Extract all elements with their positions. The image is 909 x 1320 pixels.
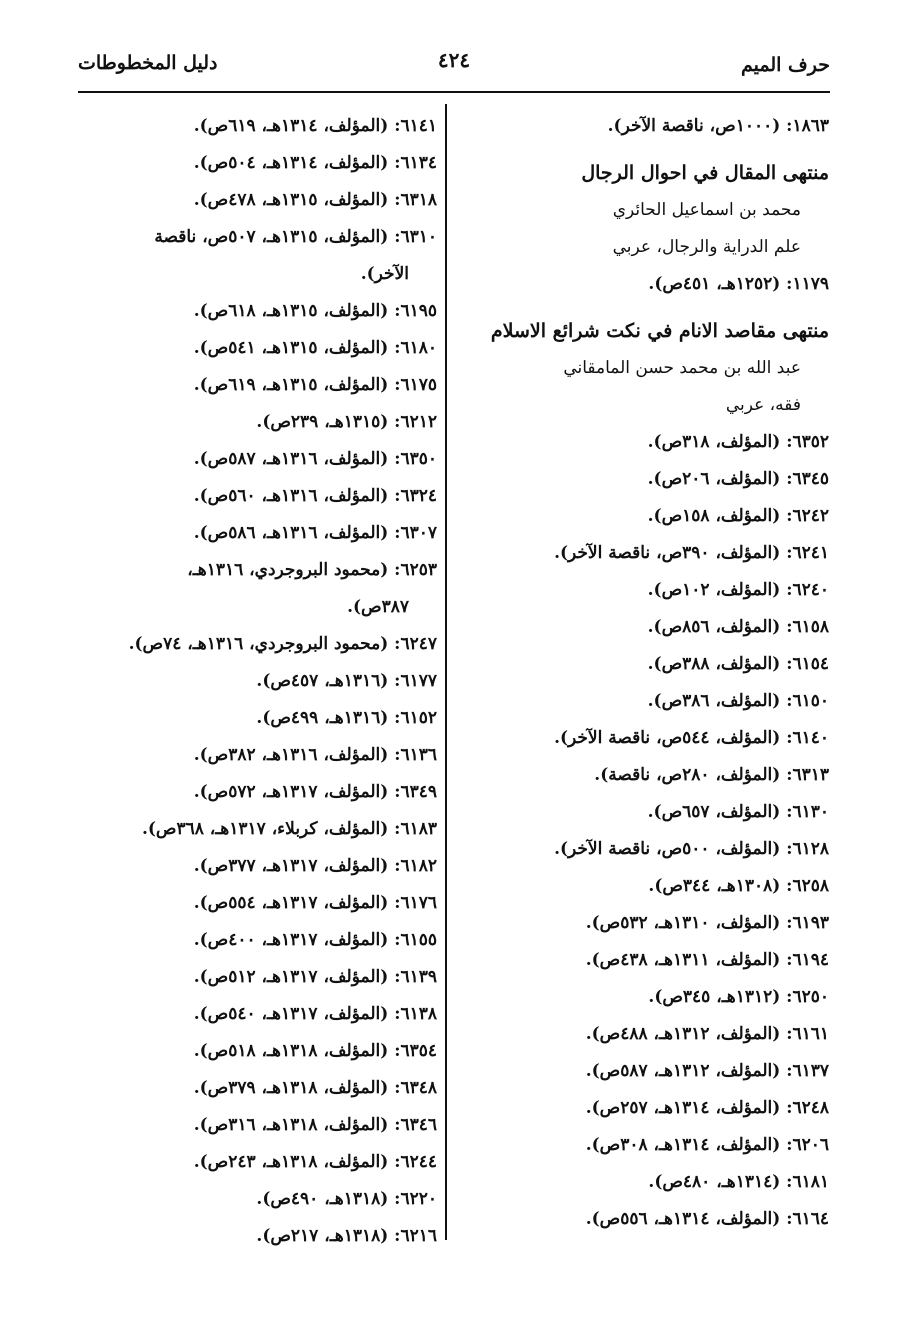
list-item: ٦٢٤٤: (المؤلف، ١٣١٨هـ، ٢٤٣ص). — [193, 1152, 437, 1172]
list-item: ٦٢٤١: (المؤلف، ٣٩٠ص، ناقصة الآخر). — [554, 543, 829, 563]
list-item: ٦١٤٠: (المؤلف، ٥٤٤ص، ناقصة الآخر). — [554, 728, 829, 748]
list-item: ٦٢١٢: (١٣١٥هـ، ٢٣٩ص). — [256, 412, 437, 432]
header-rule — [78, 91, 830, 93]
list-item: ٦١٨٢: (المؤلف، ١٣١٧هـ، ٣٧٧ص). — [193, 856, 437, 876]
list-item: ٦١٣٩: (المؤلف، ١٣١٧هـ، ٥١٢ص). — [193, 967, 437, 987]
list-item: ٦١٩٤: (المؤلف، ١٣١١هـ، ٤٣٨ص). — [585, 950, 829, 970]
list-item: ٦١٣٤: (المؤلف، ١٣١٤هـ، ٥٠٤ص). — [193, 153, 437, 173]
list-item: ٦١٥٥: (المؤلف، ١٣١٧هـ، ٤٠٠ص). — [193, 930, 437, 950]
list-item: ٦٣٥٠: (المؤلف، ١٣١٦هـ، ٥٨٧ص). — [193, 449, 437, 469]
list-item: ٦١٣٦: (المؤلف، ١٣١٦هـ، ٣٨٢ص). — [193, 745, 437, 765]
list-item: ٦٢٤٧: (محمود البروجردي، ١٣١٦هـ، ٧٤ص). — [128, 634, 437, 654]
list-item: ٦١٥٤: (المؤلف، ٣٨٨ص). — [647, 654, 829, 674]
list-item: ٦١٤١: (المؤلف، ١٣١٤هـ، ٦١٩ص). — [193, 116, 437, 136]
entry-title: منتهى المقال في احوال الرجال — [581, 162, 829, 184]
list-item: ٦١٨٠: (المؤلف، ١٣١٥هـ، ٥٤١ص). — [193, 338, 437, 358]
entry-subject: علم الدراية والرجال، عربي — [612, 237, 801, 257]
list-item: ٦٢٠٦: (المؤلف، ١٣١٤هـ، ٣٠٨ص). — [585, 1135, 829, 1155]
list-item: ٦١٧٦: (المؤلف، ١٣١٧هـ، ٥٥٤ص). — [193, 893, 437, 913]
list-item: ٦١٢٨: (المؤلف، ٥٠٠ص، ناقصة الآخر). — [554, 839, 829, 859]
list-item: ٦٣٥٤: (المؤلف، ١٣١٨هـ، ٥١٨ص). — [193, 1041, 437, 1061]
list-item: ١١٧٩: (١٢٥٢هـ، ٤٥١ص). — [648, 274, 829, 294]
entry-gap — [469, 303, 829, 313]
book-title: دليل المخطوطات — [78, 52, 218, 74]
list-item: ٦١٩٣: (المؤلف، ١٣١٠هـ، ٥٣٢ص). — [585, 913, 829, 933]
list-item: ٦٣١٨: (المؤلف، ١٣١٥هـ، ٤٧٨ص). — [193, 190, 437, 210]
entry-author: عبد الله بن محمد حسن المامقاني — [563, 358, 801, 378]
list-item: ٦١٦١: (المؤلف، ١٣١٢هـ، ٤٨٨ص). — [585, 1024, 829, 1044]
list-item: ٦١٦٤: (المؤلف، ١٣١٤هـ، ٥٥٦ص). — [585, 1209, 829, 1229]
list-item: ٦٣٤٨: (المؤلف، ١٣١٨هـ، ٣٧٩ص). — [193, 1078, 437, 1098]
section-title: حرف الميم — [741, 54, 830, 76]
list-item: ١٨٦٣: (١٠٠٠ص، ناقصة الآخر). — [607, 116, 829, 136]
list-item: ٦٢١٦: (١٣١٨هـ، ٢١٧ص). — [256, 1226, 437, 1246]
page-header — [78, 44, 830, 88]
list-item: ٦١٧٥: (المؤلف، ١٣١٥هـ، ٦١٩ص). — [193, 375, 437, 395]
list-item: ٦٢٥٣: (محمود البروجردي، ١٣١٦هـ، — [187, 560, 437, 580]
list-item: ٦١٣٨: (المؤلف، ١٣١٧هـ، ٥٤٠ص). — [193, 1004, 437, 1024]
entry-subject: فقه، عربي — [725, 395, 801, 415]
list-item: ٦١٥٨: (المؤلف، ٨٥٦ص). — [647, 617, 829, 637]
list-item: ٦١٩٥: (المؤلف، ١٣١٥هـ، ٦١٨ص). — [193, 301, 437, 321]
list-item-continuation: ٣٨٧ص). — [347, 597, 409, 617]
list-item: ٦١٨٣: (المؤلف، كربلاء، ١٣١٧هـ، ٣٦٨ص). — [141, 819, 437, 839]
list-item: ٦٣٤٦: (المؤلف، ١٣١٨هـ، ٣١٦ص). — [193, 1115, 437, 1135]
list-item: ٦١٣٠: (المؤلف، ٦٥٧ص). — [647, 802, 829, 822]
column-divider — [445, 104, 447, 1240]
list-item: ٦٢٥٨: (١٣٠٨هـ، ٣٤٤ص). — [648, 876, 829, 896]
list-item: ٦٣٠٧: (المؤلف، ١٣١٦هـ، ٥٨٦ص). — [193, 523, 437, 543]
list-item: ٦٣١٠: (المؤلف، ١٣١٥هـ، ٥٠٧ص، ناقصة — [154, 227, 437, 247]
list-item: ٦٣٤٩: (المؤلف، ١٣١٧هـ، ٥٧٢ص). — [193, 782, 437, 802]
list-item: ٦٣١٣: (المؤلف، ٢٨٠ص، ناقصة). — [594, 765, 829, 785]
entry-title: منتهى مقاصد الانام في نكت شرائع الاسلام — [490, 320, 829, 342]
list-item: ٦١٣٧: (المؤلف، ١٣١٢هـ، ٥٨٧ص). — [585, 1061, 829, 1081]
list-item: ٦٣٤٥: (المؤلف، ٢٠٦ص). — [647, 469, 829, 489]
list-item-continuation: الآخر). — [360, 264, 409, 284]
entry-gap — [469, 145, 829, 155]
list-item: ٦٢٤٠: (المؤلف، ١٠٢ص). — [647, 580, 829, 600]
left-column — [79, 108, 437, 1255]
list-item: ٦٢٢٠: (١٣١٨هـ، ٤٩٠ص). — [256, 1189, 437, 1209]
list-item: ٦٢٤٨: (المؤلف، ١٣١٤هـ، ٢٥٧ص). — [585, 1098, 829, 1118]
list-item: ٦٣٢٤: (المؤلف، ١٣١٦هـ، ٥٦٠ص). — [193, 486, 437, 506]
entry-author: محمد بن اسماعيل الحائري — [612, 200, 801, 220]
list-item: ٦١٥٢: (١٣١٦هـ، ٤٩٩ص). — [256, 708, 437, 728]
list-item: ٦١٨١: (١٣١٤هـ، ٤٨٠ص). — [648, 1172, 829, 1192]
page-number: ٤٢٤ — [437, 48, 471, 72]
list-item: ٦١٧٧: (١٣١٦هـ، ٤٥٧ص). — [256, 671, 437, 691]
list-item: ٦٣٥٢: (المؤلف، ٣١٨ص). — [647, 432, 829, 452]
list-item: ٦٢٤٢: (المؤلف، ١٥٨ص). — [647, 506, 829, 526]
list-item: ٦٢٥٠: (١٣١٢هـ، ٣٤٥ص). — [648, 987, 829, 1007]
right-column — [469, 108, 829, 1238]
list-item: ٦١٥٠: (المؤلف، ٣٨٦ص). — [647, 691, 829, 711]
